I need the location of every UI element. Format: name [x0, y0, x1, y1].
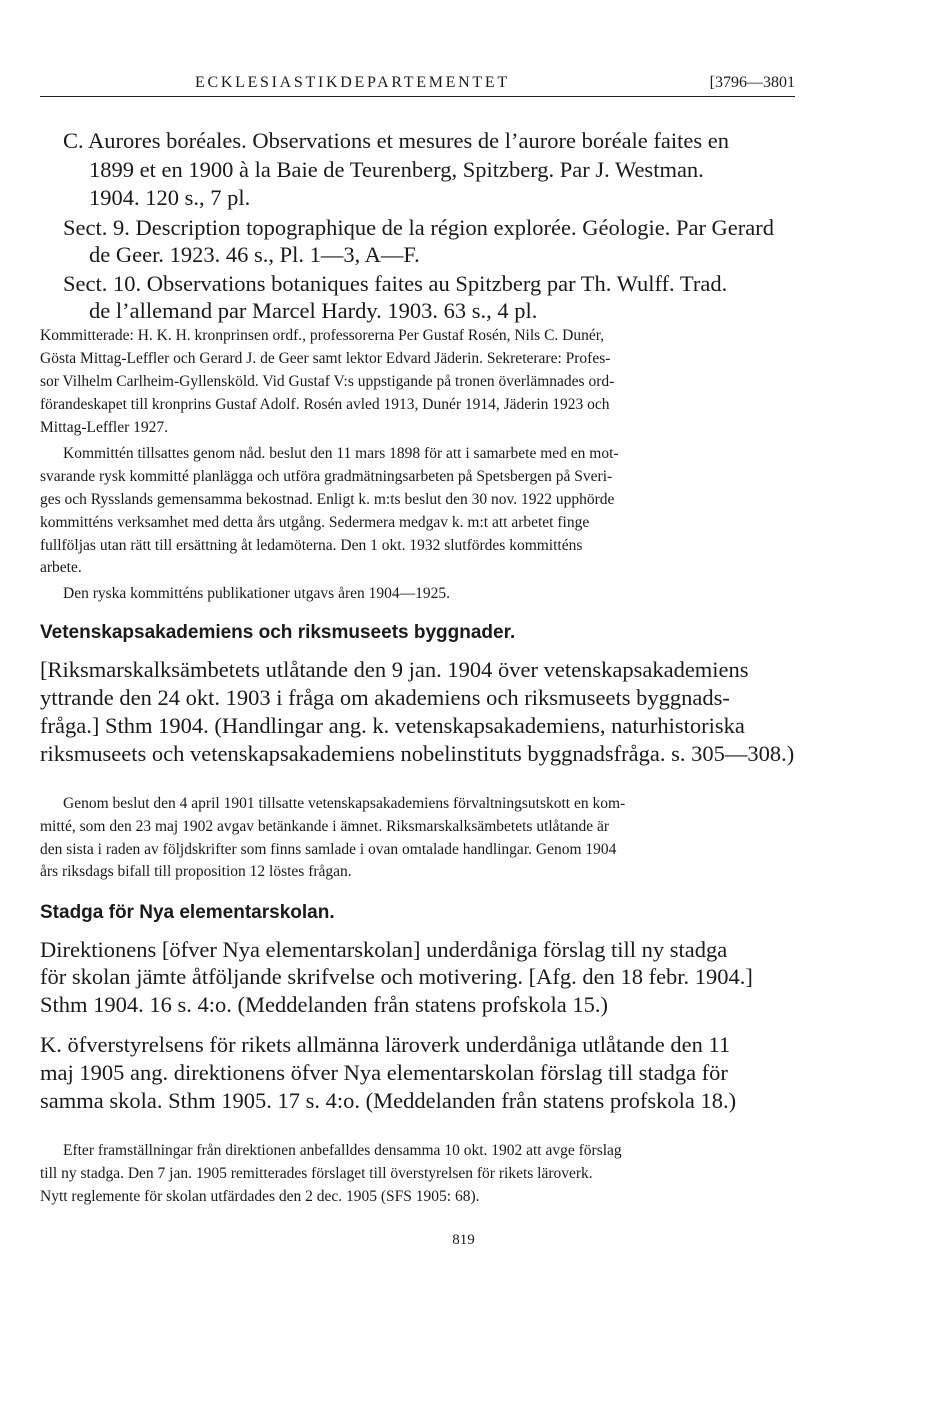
note-line: års riksdags bifall till proposition 12 löstes frågan.: [40, 863, 352, 880]
note-line: Kommittén tillsattes genom nåd. beslut den 11 mars 1898 för att i samarbete med en mot-: [63, 445, 619, 462]
entry-line: för skolan jämte åtföljande skrifvelse och motivering. [Afg. den 18 febr. 1904.]: [40, 964, 753, 989]
note-line: till ny stadga. Den 7 jan. 1905 remitterades förslaget till överstyrelsen för rikets läroverk.: [40, 1165, 593, 1182]
note-line: fullföljas utan rätt till ersättning åt ledamöterna. Den 1 okt. 1932 slutfördes kommitténs: [40, 537, 583, 554]
note-line: svarande rysk kommitté planlägga och utföra gradmätningsarbeten på Spetsbergen på Sveri-: [40, 468, 613, 485]
entry-line: de Geer. 1923. 46 s., Pl. 1—3, A—F.: [89, 242, 420, 267]
entry-line: riksmuseets och vetenskapsakademiens nobelinstituts byggnadsfråga. s. 305—308.): [40, 741, 795, 766]
note-line: Kommitterade: H. K. H. kronprinsen ordf., professorerna Per Gustaf Rosén, Nils C. Dunér,: [40, 327, 605, 344]
entry-line: fråga.] Sthm 1904. (Handlingar ang. k. vetenskapsakademiens, naturhistoriska: [40, 713, 745, 738]
entry-line: Sthm 1904. 16 s. 4:o. (Meddelanden från statens profskola 15.): [40, 992, 609, 1017]
note-line: Genom beslut den 4 april 1901 tillsatte vetenskapsakademiens förvaltningsutskott en kom-: [63, 795, 626, 812]
header-range: [3796—3801: [709, 74, 795, 91]
note-line: förandeskapet till kronprins Gustaf Adolf. Rosén avled 1913, Dunér 1914, Jäderin 1923 och: [40, 396, 610, 413]
note-line: ges och Rysslands gemensamma bekostnad. Enligt k. m:ts beslut den 30 nov. 1922 upphörde: [40, 491, 615, 508]
note-line: mitté, som den 23 maj 1902 avgav betänkande i ämnet. Riksmarskalksämbetets utlåtande är: [40, 818, 610, 835]
note-line: kommitténs verksamhet med detta års utgång. Sedermera medgav k. m:t att arbetet finge: [40, 514, 590, 531]
entry-line: Sect. 10. Observations botaniques faites au Spitzberg par Th. Wulff. Trad.: [63, 271, 728, 296]
note-line: Den ryska kommitténs publikationer utgavs åren 1904—1925.: [63, 585, 451, 602]
entry-line: 1899 et en 1900 à la Baie de Teurenberg, Spitzberg. Par J. Westman.: [89, 157, 704, 182]
page-number: 819: [452, 1232, 475, 1248]
entry-line: samma skola. Sthm 1905. 17 s. 4:o. (Meddelanden från statens profskola 18.): [40, 1088, 737, 1113]
running-header: [40, 74, 795, 97]
section-heading: Stadga för Nya elementarskolan.: [40, 902, 335, 923]
entry-line: Sect. 9. Description topographique de la région explorée. Géologie. Par Gerard: [63, 215, 775, 240]
note-line: den sista i raden av följdskrifter som finns samlade i ovan omtalade handlingar. Genom 1904: [40, 841, 617, 858]
entry-line: de l’allemand par Marcel Hardy. 1903. 63 s., 4 pl.: [89, 298, 538, 323]
note-line: sor Vilhelm Carlheim-Gyllensköld. Vid Gustaf V:s uppstigande på tronen överlämnades ord-: [40, 373, 615, 390]
entry-line: Direktionens [öfver Nya elementarskolan] underdåniga förslag till ny stadga: [40, 937, 728, 962]
entry-line: [Riksmarskalksämbetets utlåtande den 9 jan. 1904 över vetenskapsakademiens: [40, 657, 749, 682]
note-line: Mittag-Leffler 1927.: [40, 419, 168, 436]
note-line: Efter framställningar från direktionen anbefalldes densamma 10 okt. 1902 att avge förslag: [63, 1142, 622, 1159]
entry-line: C. Aurores boréales. Observations et mesures de l’aurore boréale faites en: [63, 128, 730, 153]
note-line: arbete.: [40, 559, 82, 576]
note-line: Gösta Mittag-Leffler och Gerard J. de Geer samt lektor Edvard Jäderin. Sekreterare: Profes-: [40, 350, 611, 367]
entry-line: maj 1905 ang. direktionens öfver Nya elementarskolan förslag till stadga för: [40, 1060, 728, 1085]
entry-line: 1904. 120 s., 7 pl.: [89, 185, 251, 210]
section-heading: Vetenskapsakademiens och riksmuseets byggnader.: [40, 622, 516, 643]
header-title: ECKLESIASTIKDEPARTEMENTET: [195, 74, 510, 91]
entry-line: K. öfverstyrelsens för rikets allmänna läroverk underdåniga utlåtande den 11: [40, 1032, 731, 1057]
entry-line: yttrande den 24 okt. 1903 i fråga om akademiens och riksmuseets byggnads-: [40, 685, 730, 710]
note-line: Nytt reglemente för skolan utfärdades den 2 dec. 1905 (SFS 1905: 68).: [40, 1188, 480, 1205]
